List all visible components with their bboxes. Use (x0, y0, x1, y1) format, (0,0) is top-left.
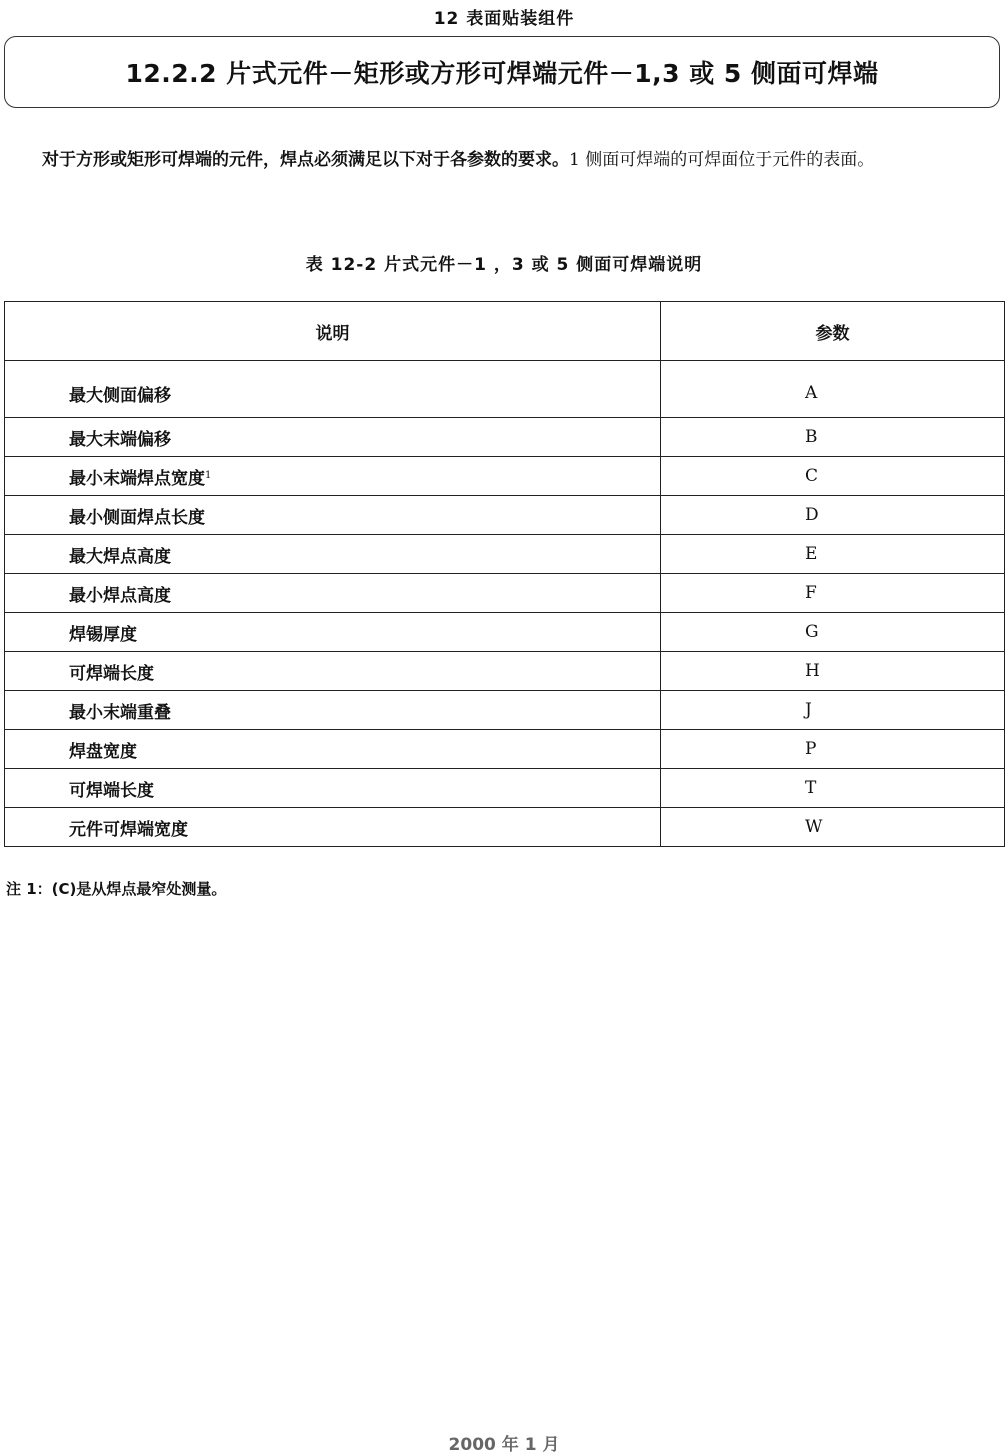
row-description: 可焊端长度 (5, 652, 661, 691)
row-description: 可焊端长度 (5, 769, 661, 808)
table-row (5, 418, 1005, 457)
footnote: 注 1：(C)是从焊点最窄处测量。 (6, 880, 227, 898)
section-title-box (4, 36, 1000, 108)
table-row (5, 574, 1005, 613)
intro-rest-text: 1 侧面可焊端的可焊面位于元件的表面。 (569, 150, 875, 170)
table-row (5, 769, 1005, 808)
row-description: 最小焊点高度 (5, 574, 661, 613)
row-parameter: B (661, 418, 1005, 457)
row-parameter: A (661, 361, 1005, 418)
row-parameter: C (661, 457, 1005, 496)
table-header-row (5, 302, 1005, 361)
table-row (5, 613, 1005, 652)
row-parameter: J (661, 691, 1005, 730)
row-parameter: E (661, 535, 1005, 574)
table-row (5, 730, 1005, 769)
table-row (5, 652, 1005, 691)
parameter-table (4, 301, 1005, 847)
row-description: 最大侧面偏移 (5, 361, 661, 418)
row-description: 最大焊点高度 (5, 535, 661, 574)
row-description: 最小末端重叠 (5, 691, 661, 730)
row-parameter: P (661, 730, 1005, 769)
row-parameter: T (661, 769, 1005, 808)
row-description: 焊盘宽度 (5, 730, 661, 769)
intro-paragraph (8, 145, 1002, 176)
note-reference: 1 (205, 469, 212, 481)
table-row (5, 361, 1005, 418)
header-description: 说明 (5, 302, 661, 361)
row-description: 焊锡厚度 (5, 613, 661, 652)
row-description-text: 最小末端焊点宽度 (69, 468, 205, 489)
table-row (5, 691, 1005, 730)
intro-bold-text: 对于方形或矩形可焊端的元件，焊点必须满足以下对于各参数的要求。 (42, 150, 569, 170)
table-row (5, 808, 1005, 847)
row-parameter: F (661, 574, 1005, 613)
table-caption: 表 12-2 片式元件－1 ，3 或 5 侧面可焊端说明 (305, 255, 703, 275)
table-row (5, 535, 1005, 574)
page-footer-date: 2000 年 1 月 (448, 1435, 560, 1455)
table-row (5, 457, 1005, 496)
row-description-with-note (5, 457, 661, 496)
row-parameter: G (661, 613, 1005, 652)
row-parameter: W (661, 808, 1005, 847)
header-parameter: 参数 (661, 302, 1005, 361)
section-title: 12.2.2 片式元件－矩形或方形可焊端元件－1,3 或 5 侧面可焊端 (125, 59, 879, 88)
table-row (5, 496, 1005, 535)
row-description: 元件可焊端宽度 (5, 808, 661, 847)
row-parameter: D (661, 496, 1005, 535)
row-description: 最大末端偏移 (5, 418, 661, 457)
row-description: 最小侧面焊点长度 (5, 496, 661, 535)
row-parameter: H (661, 652, 1005, 691)
chapter-header: 12 表面贴装组件 (433, 9, 575, 29)
